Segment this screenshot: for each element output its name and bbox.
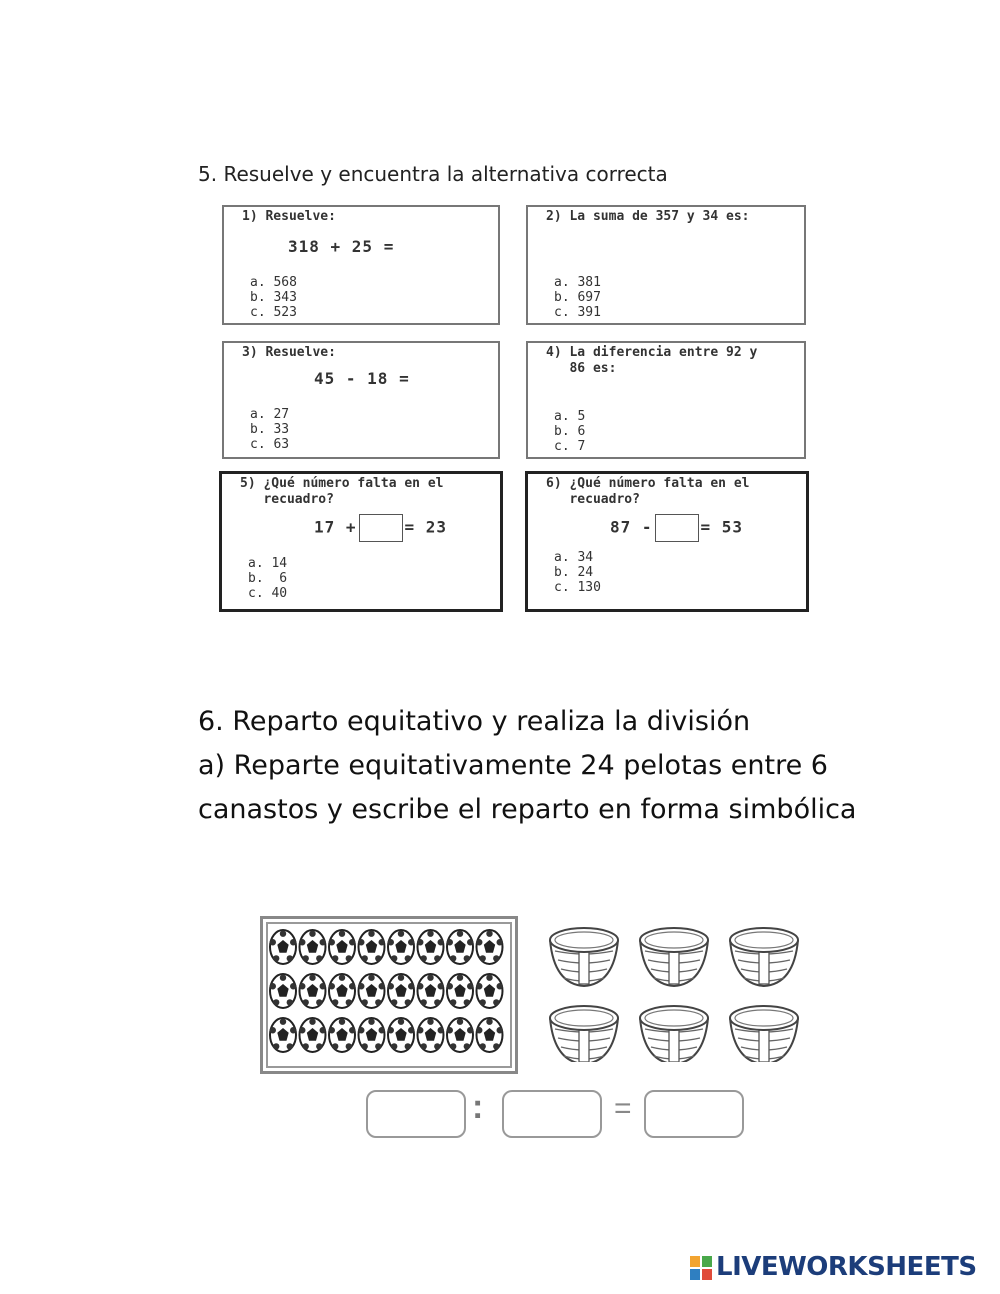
basket-icon (550, 928, 618, 986)
missing-number-box[interactable] (655, 514, 699, 542)
question-5-expression (314, 514, 447, 542)
question-2-heading: 2) La suma de 357 y 34 es: (546, 209, 750, 224)
baskets-illustration (540, 922, 810, 1062)
soccer-ball-icon (476, 974, 503, 1008)
question-6-expression (610, 514, 743, 542)
soccer-ball-icon (417, 930, 444, 964)
option-c[interactable]: c. 523 (250, 305, 297, 320)
option-a[interactable]: a. 34 (554, 550, 594, 565)
question-3-heading: 3) Resuelve: (242, 345, 336, 360)
option-a[interactable]: a. 14 (248, 556, 288, 571)
option-a[interactable]: a. 568 (250, 275, 297, 290)
question-2-options (554, 275, 601, 320)
option-b[interactable]: b. 6 (248, 571, 288, 586)
soccer-ball-icon (299, 930, 326, 964)
question-5-options (248, 556, 287, 601)
expr-right: = 53 (700, 517, 744, 537)
soccer-ball-icon (476, 930, 503, 964)
option-b[interactable]: b. 343 (250, 290, 297, 305)
soccer-ball-icon (299, 1018, 326, 1052)
basket-icon (640, 1006, 708, 1062)
question-3-options (250, 407, 289, 452)
option-b[interactable]: b. 697 (554, 290, 601, 305)
question-1-box (222, 205, 500, 325)
expr-right: = 23 (404, 517, 448, 537)
question-3-expression: 45 - 18 = (314, 369, 410, 388)
soccer-ball-icon (329, 930, 356, 964)
missing-number-box[interactable] (359, 514, 403, 542)
soccer-ball-icon (270, 1018, 297, 1052)
soccer-ball-icon (447, 930, 474, 964)
question-1-expression: 318 + 25 = (288, 237, 395, 256)
section-6-instruction-line-2: canastos y escribe el reparto en forma simbólica (198, 794, 857, 825)
section-6-title: 6. Reparto equitativo y realiza la división (198, 706, 751, 737)
division-equation (362, 1088, 752, 1140)
soccer-ball-icon (358, 974, 385, 1008)
soccer-ball-icon (388, 930, 415, 964)
option-a[interactable]: a. 5 (554, 409, 586, 424)
divisor-input-box[interactable] (502, 1090, 602, 1138)
baskets-group (540, 922, 810, 1062)
option-c[interactable]: c. 40 (248, 586, 288, 601)
section-6-instruction-line-1: a) Reparte equitativamente 24 pelotas entre 6 (198, 750, 828, 781)
question-4-options (554, 409, 585, 454)
basket-icon (730, 1006, 798, 1062)
expr-left: 87 - (610, 517, 653, 537)
basket-icon (640, 928, 708, 986)
question-3-box (222, 341, 500, 459)
basket-icon (550, 1006, 618, 1062)
division-sign: : (472, 1088, 484, 1126)
option-a[interactable]: a. 27 (250, 407, 290, 422)
soccer-ball-icon (270, 930, 297, 964)
soccer-ball-icon (329, 1018, 356, 1052)
option-c[interactable]: c. 63 (250, 437, 290, 452)
option-b[interactable]: b. 24 (554, 565, 594, 580)
question-6-options (554, 550, 601, 595)
question-1-options (250, 275, 297, 320)
ball-tray (260, 916, 518, 1074)
section-5-title: 5. Resuelve y encuentra la alternativa correcta (198, 162, 668, 186)
question-4-heading: 4) La diferencia entre 92 y 86 es: (546, 345, 758, 376)
logo-blocks-icon (690, 1256, 714, 1282)
question-5-box (219, 471, 503, 612)
soccer-ball-icon (270, 974, 297, 1008)
soccer-ball-icon (447, 974, 474, 1008)
balls-grid (263, 919, 515, 1071)
soccer-ball-icon (388, 974, 415, 1008)
dividend-input-box[interactable] (366, 1090, 466, 1138)
section-6-text (198, 700, 856, 832)
soccer-ball-icon (417, 1018, 444, 1052)
option-a[interactable]: a. 381 (554, 275, 601, 290)
option-b[interactable]: b. 33 (250, 422, 290, 437)
soccer-ball-icon (329, 974, 356, 1008)
soccer-ball-icon (358, 1018, 385, 1052)
soccer-ball-icon (358, 930, 385, 964)
question-1-heading: 1) Resuelve: (242, 209, 336, 224)
soccer-ball-icon (388, 1018, 415, 1052)
soccer-ball-icon (417, 974, 444, 1008)
option-b[interactable]: b. 6 (554, 424, 586, 439)
option-c[interactable]: c. 7 (554, 439, 586, 454)
equals-sign: = (614, 1092, 632, 1125)
question-4-box (526, 341, 806, 459)
option-c[interactable]: c. 391 (554, 305, 601, 320)
question-6-box (525, 471, 809, 612)
expr-left: 17 + (314, 517, 357, 537)
question-5-heading: 5) ¿Qué número falta en el recuadro? (240, 476, 444, 507)
basket-icon (730, 928, 798, 986)
soccer-ball-icon (447, 1018, 474, 1052)
logo-text: LIVEWORKSHEETS (716, 1252, 977, 1282)
soccer-ball-icon (476, 1018, 503, 1052)
option-c[interactable]: c. 130 (554, 580, 601, 595)
question-6-heading: 6) ¿Qué número falta en el recuadro? (546, 476, 750, 507)
soccer-ball-icon (299, 974, 326, 1008)
quotient-input-box[interactable] (644, 1090, 744, 1138)
question-2-box (526, 205, 806, 325)
